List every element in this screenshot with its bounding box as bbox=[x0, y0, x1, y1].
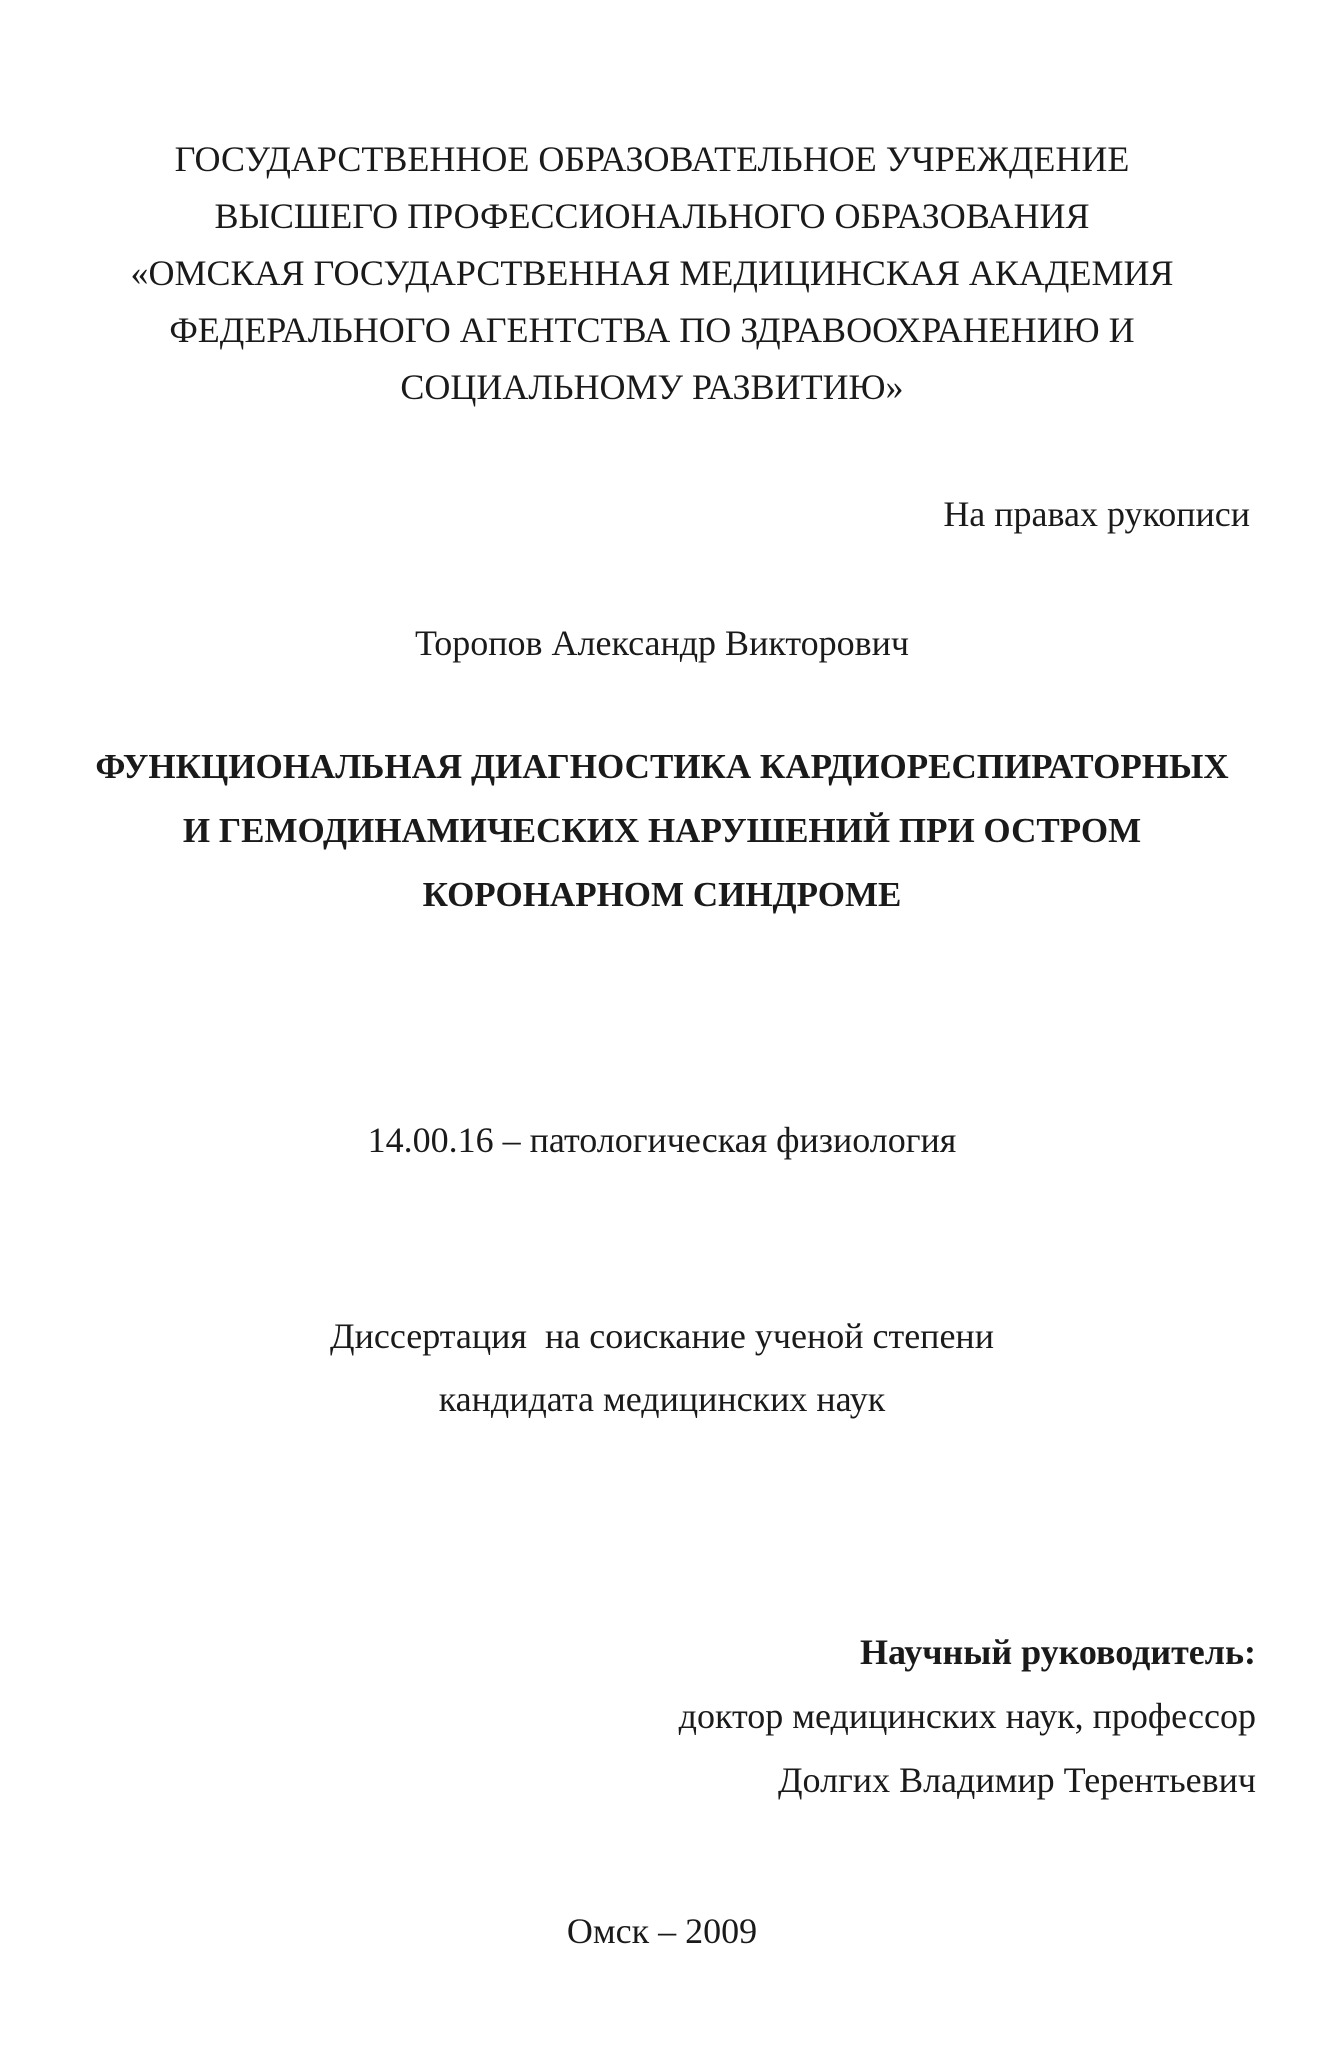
supervisor-credentials: доктор медицинских наук, профессор bbox=[678, 1696, 1256, 1736]
city-year: Омск – 2009 bbox=[566, 1911, 758, 1951]
author-name: Торопов Александр Викторович bbox=[415, 623, 909, 663]
degree-line: Диссертация на соискание ученой степени bbox=[330, 1316, 994, 1356]
title-line: КОРОНАРНОМ СИНДРОМЕ bbox=[422, 875, 902, 914]
dissertation-title bbox=[0, 735, 1324, 927]
supervisor-name: Долгих Владимир Терентьевич bbox=[777, 1760, 1256, 1800]
supervisor-block bbox=[679, 1620, 1256, 1812]
institution-line: ГОСУДАРСТВЕННОЕ ОБРАЗОВАТЕЛЬНОЕ УЧРЕЖДЕНИЕ bbox=[174, 139, 1130, 179]
institution-line: «ОМСКАЯ ГОСУДАРСТВЕННАЯ МЕДИЦИНСКАЯ АКАДЕМИЯ bbox=[130, 253, 1174, 293]
title-line: ФУНКЦИОНАЛЬНАЯ ДИАГНОСТИКА КАРДИОРЕСПИРАТОРНЫХ bbox=[95, 747, 1229, 786]
institution-line: ВЫСШЕГО ПРОФЕССИОНАЛЬНОГО ОБРАЗОВАНИЯ bbox=[214, 196, 1090, 236]
degree-statement bbox=[0, 1305, 1324, 1431]
degree-line: кандидата медицинских наук bbox=[438, 1379, 886, 1419]
manuscript-note: На правах рукописи bbox=[943, 494, 1250, 534]
specialty-code: 14.00.16 – патологическая физиология bbox=[367, 1120, 957, 1160]
title-line: И ГЕМОДИНАМИЧЕСКИХ НАРУШЕНИЙ ПРИ ОСТРОМ bbox=[182, 811, 1142, 850]
institution-line: СОЦИАЛЬНОМУ РАЗВИТИЮ» bbox=[400, 367, 904, 407]
supervisor-heading: Научный руководитель: bbox=[860, 1632, 1256, 1672]
institution-header bbox=[0, 131, 1314, 416]
institution-line: ФЕДЕРАЛЬНОГО АГЕНТСТВА ПО ЗДРАВООХРАНЕНИЮ И bbox=[169, 310, 1135, 350]
